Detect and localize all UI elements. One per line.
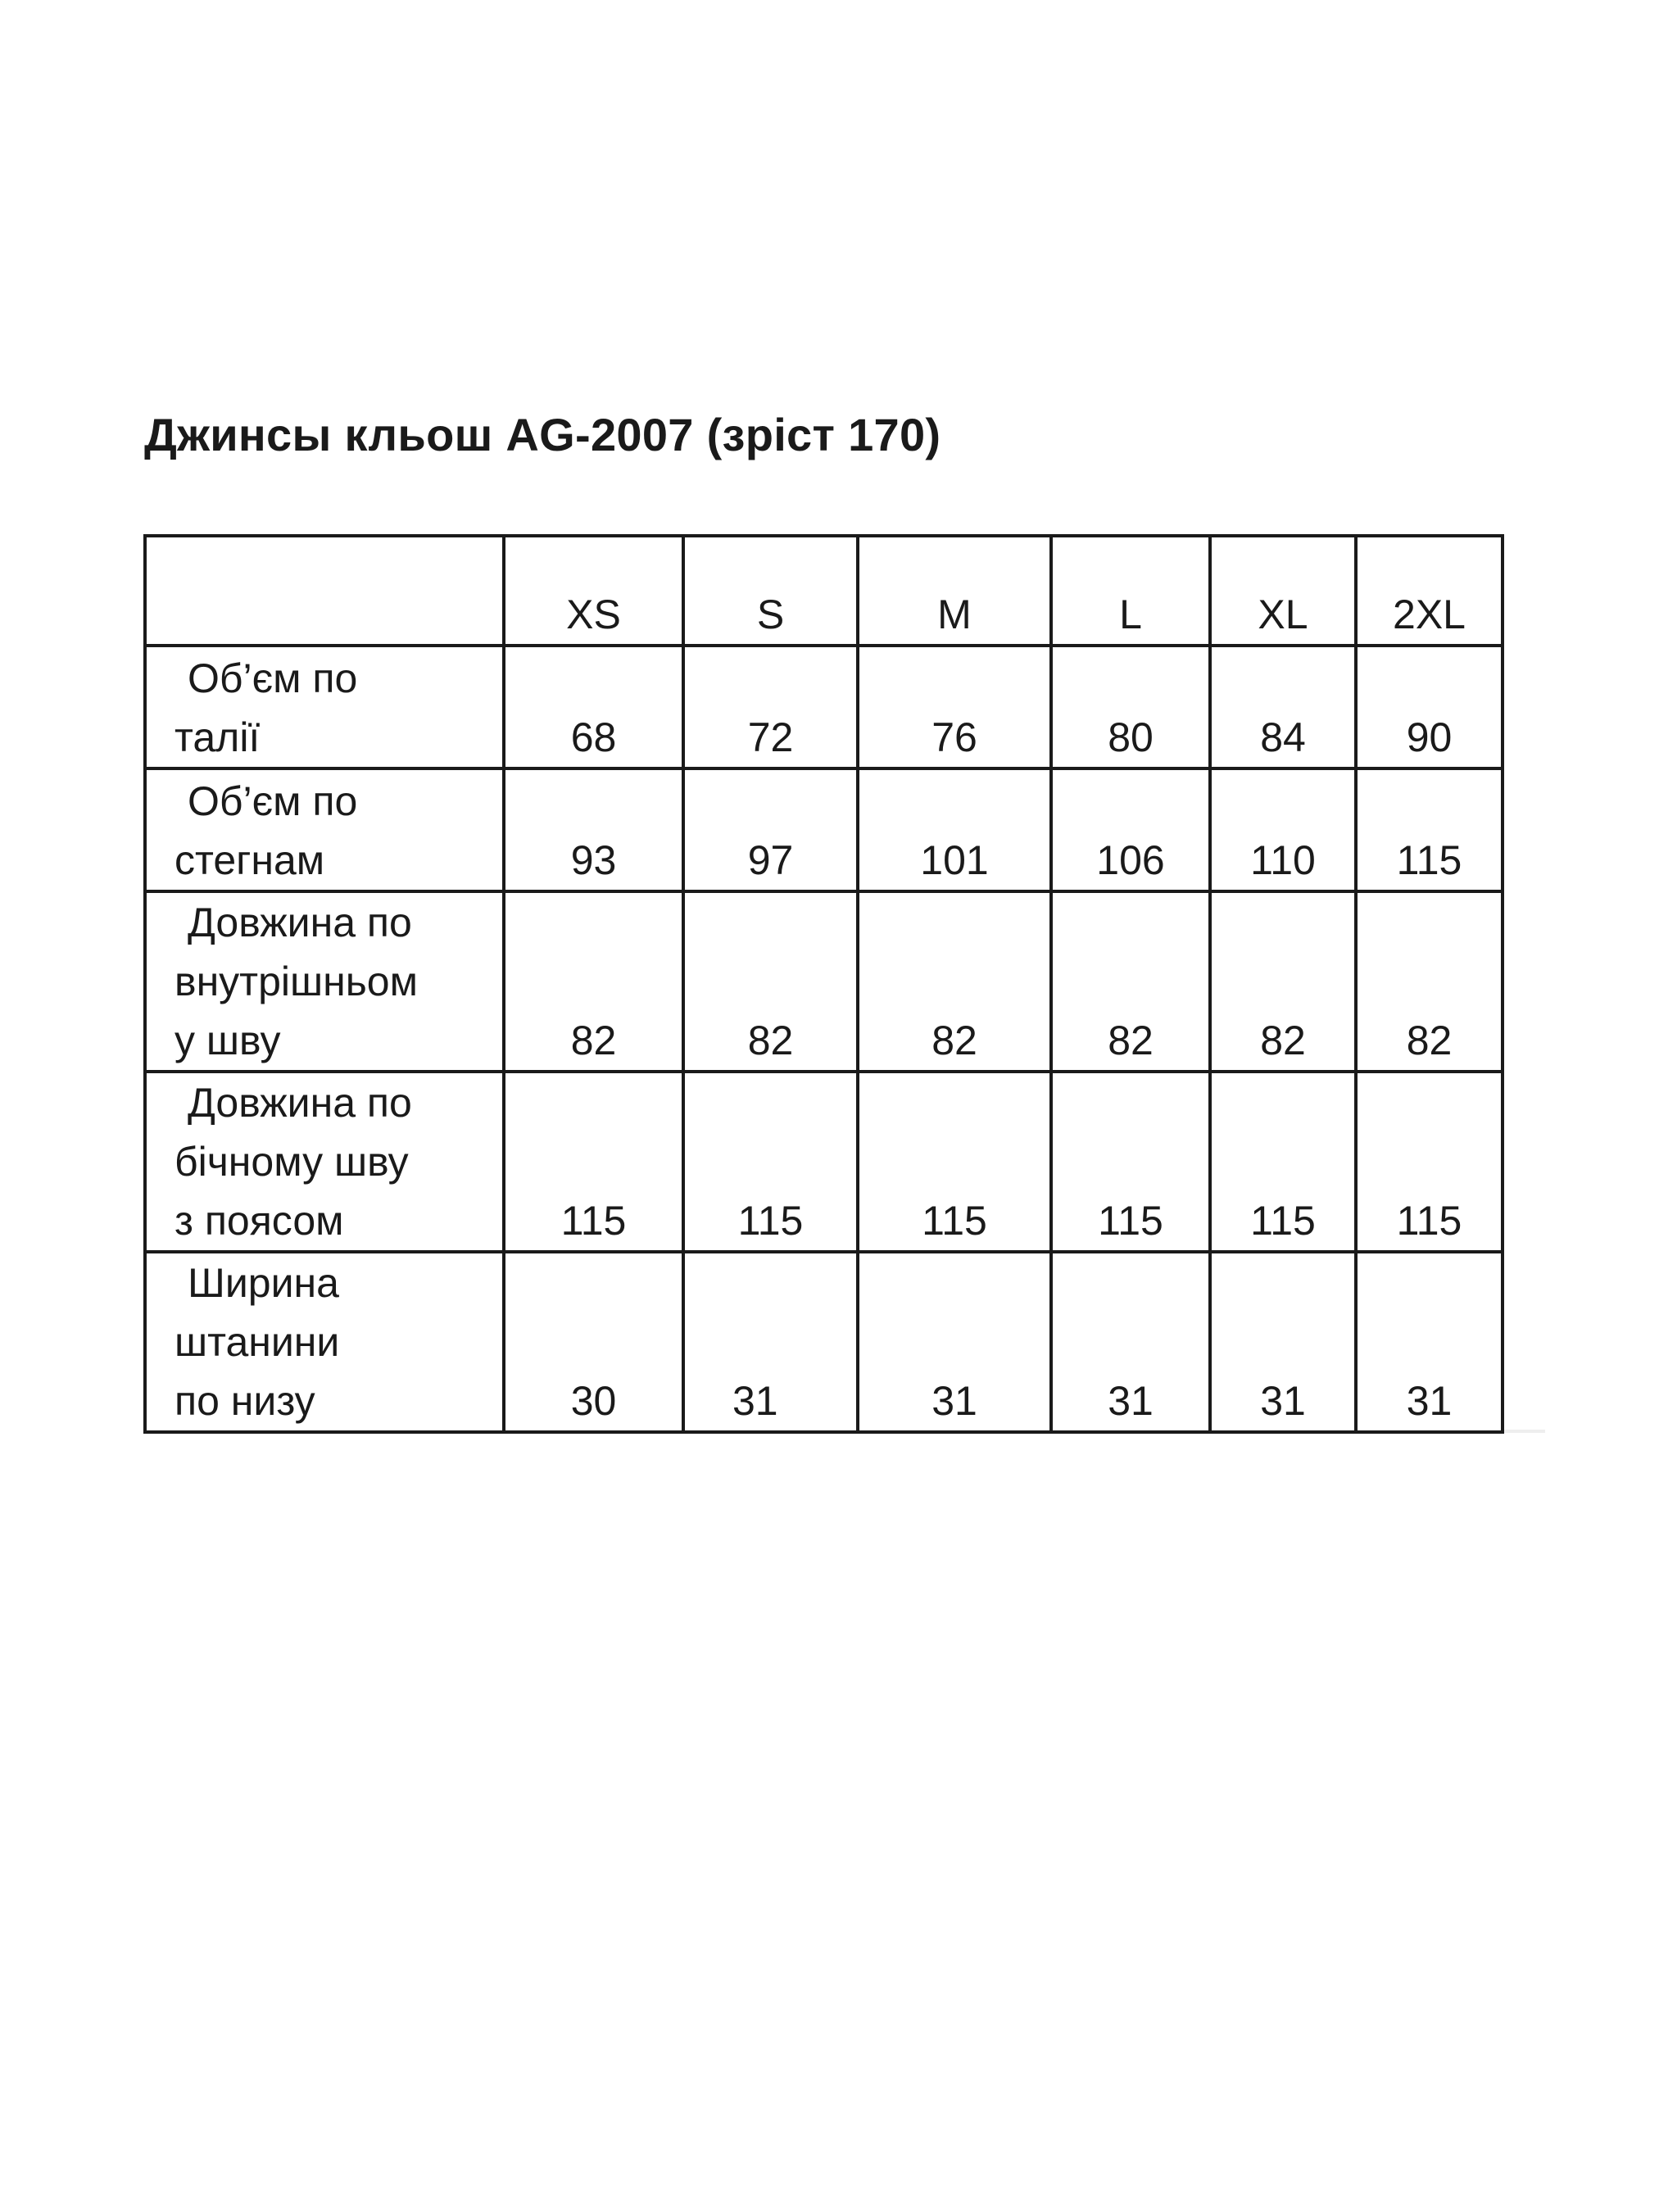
table-cell: 115: [683, 1072, 858, 1252]
table-cell: 80: [1051, 646, 1210, 768]
row-label-line: бічному шву: [175, 1139, 409, 1185]
row-label-outseam: [145, 1072, 504, 1252]
table-row-inseam: [145, 891, 1503, 1072]
row-label-line: у шву: [175, 1018, 281, 1063]
table-row-waist: [145, 646, 1503, 768]
document-title: Джинсы кльош AG-2007 (зріст 170): [144, 409, 941, 460]
table-cell: 72: [683, 646, 858, 768]
table-cell: 84: [1210, 646, 1356, 768]
table-cell: 82: [504, 891, 683, 1072]
table-cell: 93: [504, 768, 683, 891]
table-cell: 115: [858, 1072, 1051, 1252]
table-cell: 82: [683, 891, 858, 1072]
table-cell: 115: [1210, 1072, 1356, 1252]
table-cell: 115: [1356, 768, 1503, 891]
table-row-outseam: [145, 1072, 1503, 1252]
table-cell: 31: [683, 1252, 858, 1432]
row-label-line: по низу: [175, 1378, 315, 1424]
table-cell: 76: [858, 646, 1051, 768]
table-cell: 115: [1356, 1072, 1503, 1252]
row-label-line: штанини: [175, 1319, 340, 1365]
table-cell: 115: [1051, 1072, 1210, 1252]
table-cell: 106: [1051, 768, 1210, 891]
table-cell: 82: [1051, 891, 1210, 1072]
table-cell: 90: [1356, 646, 1503, 768]
size-header-s: S: [683, 536, 858, 646]
table-cell: 31: [1356, 1252, 1503, 1432]
size-header-2xl: 2XL: [1356, 536, 1503, 646]
table-cell: 68: [504, 646, 683, 768]
size-header-xl: XL: [1210, 536, 1356, 646]
table-cell: 31: [858, 1252, 1051, 1432]
row-label-line: Ширина: [188, 1260, 339, 1306]
row-label-leg-opening: [145, 1252, 504, 1432]
row-label-line: Довжина по: [188, 900, 412, 945]
size-header-m: M: [858, 536, 1051, 646]
size-chart-table: [143, 534, 1504, 1434]
table-cell: 82: [1356, 891, 1503, 1072]
table-cell: 115: [504, 1072, 683, 1252]
row-label-line: Об’єм по: [188, 778, 358, 824]
table-cell: 31: [1051, 1252, 1210, 1432]
table-row-leg-opening: [145, 1252, 1503, 1432]
size-header-l: L: [1051, 536, 1210, 646]
row-label-line: Довжина по: [188, 1080, 412, 1126]
table-cell: 31: [1210, 1252, 1356, 1432]
row-label-waist: [145, 646, 504, 768]
row-label-hips: [145, 768, 504, 891]
table-cell: 101: [858, 768, 1051, 891]
row-label-line: внутрішньом: [175, 959, 418, 1004]
size-header-row: [145, 536, 1503, 646]
row-label-line: Об’єм по: [188, 655, 358, 701]
row-label-inseam: [145, 891, 504, 1072]
size-header-xs: XS: [504, 536, 683, 646]
table-cell: 97: [683, 768, 858, 891]
table-cell: 30: [504, 1252, 683, 1432]
table-cell: 82: [1210, 891, 1356, 1072]
table-cell: 82: [858, 891, 1051, 1072]
decorative-line: [1504, 1430, 1545, 1433]
corner-cell: [145, 536, 504, 646]
table-cell: 110: [1210, 768, 1356, 891]
row-label-line: з поясом: [175, 1198, 344, 1244]
row-label-line: талії: [175, 714, 261, 760]
row-label-line: стегнам: [175, 837, 325, 883]
table-row-hips: [145, 768, 1503, 891]
